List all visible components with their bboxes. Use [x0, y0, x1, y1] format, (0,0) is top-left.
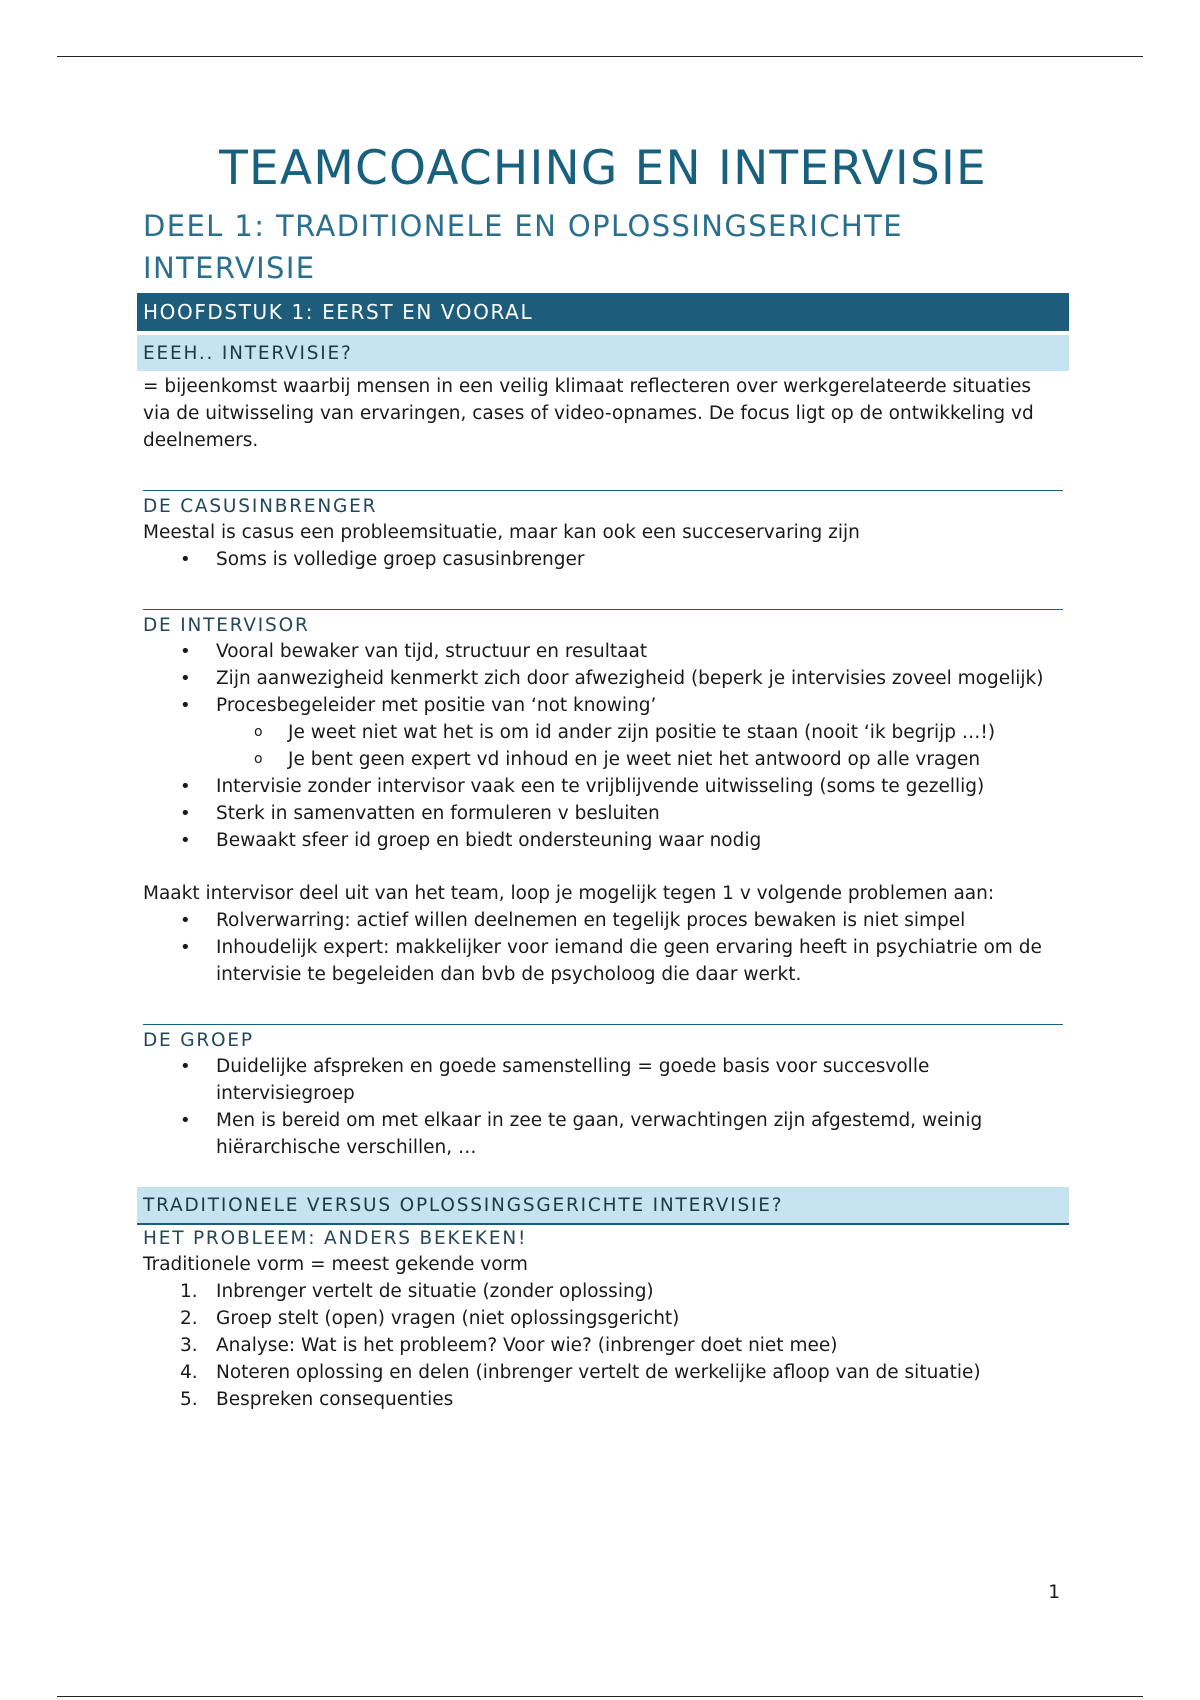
list-item: [143, 1332, 1063, 1359]
part-title: DEEL 1: TRADITIONELE EN OPLOSSINGSERICHTE INTERVISIE: [143, 208, 903, 285]
list-intervisor: [143, 638, 1063, 719]
page-number: 1: [1048, 1582, 1060, 1603]
list-item: [143, 1359, 1063, 1386]
subheading-intervisor: DE INTERVISOR: [143, 609, 1063, 638]
step-text: Groep stelt (open) vragen (niet oplossingsgericht): [216, 1307, 680, 1329]
chapter-heading: HOOFDSTUK 1: EERST EN VOORAL: [137, 293, 1069, 331]
step-number: 1.: [180, 1280, 198, 1302]
step-number: 4.: [180, 1361, 198, 1383]
sublist-intervisor: [143, 719, 1063, 773]
step-text: Noteren oplossing en delen (inbrenger vertelt de werkelijke afloop van de situatie): [216, 1361, 981, 1383]
list-item: [143, 1278, 1063, 1305]
document-content: [143, 140, 1063, 1413]
sublist-item: o Je bent geen expert vd inhoud en je weet niet het antwoord op alle vragen: [143, 746, 1063, 773]
list-item: • Vooral bewaker van tijd, structuur en resultaat: [143, 638, 1063, 665]
list-item: • Soms is volledige groep casusinbrenger: [143, 546, 1063, 573]
step-number: 2.: [180, 1307, 198, 1329]
step-text: Bespreken consequenties: [216, 1388, 454, 1410]
section-heading-intervisie: EEEH.. INTERVISIE?: [137, 335, 1069, 371]
list-item: • Duidelijke afspreken en goede samenstelling = goede basis voor succesvolle intervisiegroep: [143, 1053, 1063, 1107]
subheading-groep: DE GROEP: [143, 1024, 1063, 1053]
list-item: • Intervisie zonder intervisor vaak een te vrijblijvende uitwisseling (soms te gezellig): [143, 773, 1063, 800]
list-item: • Procesbegeleider met positie van ‘not knowing’: [143, 692, 1063, 719]
list-problems: [143, 907, 1063, 988]
subheading-probleem: HET PROBLEEM: ANDERS BEKEKEN!: [143, 1227, 528, 1249]
paragraph-traditioneel: Traditionele vorm = meest gekende vorm: [143, 1253, 528, 1275]
page-top-rule: [57, 56, 1143, 57]
paragraph-casusinbrenger: Meestal is casus een probleemsituatie, maar kan ook een succeservaring zijn: [143, 521, 860, 543]
list-groep: [143, 1053, 1063, 1161]
step-number: 3.: [180, 1334, 198, 1356]
step-number: 5.: [180, 1388, 198, 1410]
list-item: • Zijn aanwezigheid kenmerkt zich door afwezigheid (beperk je intervisies zoveel mogelijk): [143, 665, 1063, 692]
list-item: • Men is bereid om met elkaar in zee te gaan, verwachtingen zijn afgestemd, weinig hiërarchische verschillen, …: [143, 1107, 1063, 1161]
list-steps: [143, 1278, 1063, 1413]
subheading-casusinbrenger: DE CASUSINBRENGER: [143, 490, 1063, 519]
list-item: [143, 1305, 1063, 1332]
document-title: TEAMCOACHING EN INTERVISIE: [219, 141, 987, 196]
list-intervisor-continued: [143, 773, 1063, 854]
page-bottom-rule: [57, 1696, 1143, 1697]
list-casusinbrenger: [143, 546, 1063, 573]
list-item: [143, 1386, 1063, 1413]
list-item: • Rolverwarring: actief willen deelnemen en tegelijk proces bewaken is niet simpel: [143, 907, 1063, 934]
section-heading-traditioneel: TRADITIONELE VERSUS OPLOSSINGSGERICHTE INTERVISIE?: [137, 1187, 1069, 1225]
list-item: • Sterk in samenvatten en formuleren v besluiten: [143, 800, 1063, 827]
paragraph-intervisor-team: Maakt intervisor deel uit van het team, loop je mogelijk tegen 1 v volgende problemen aan:: [143, 882, 995, 904]
list-item: • Bewaakt sfeer id groep en biedt ondersteuning waar nodig: [143, 827, 1063, 854]
step-text: Inbrenger vertelt de situatie (zonder oplossing): [216, 1280, 654, 1302]
step-text: Analyse: Wat is het probleem? Voor wie? (inbrenger doet niet mee): [216, 1334, 838, 1356]
list-item: • Inhoudelijk expert: makkelijker voor iemand die geen ervaring heeft in psychiatrie om de intervisie te begeleiden dan bvb de psycholoog die daar werkt.: [143, 934, 1063, 988]
paragraph-definition: = bijeenkomst waarbij mensen in een veilig klimaat reflecteren over werkgerelateerde situaties via de uitwisseling van ervaringen, cases of video-opnames. De focus ligt op de ontwikkeling vd deelnemers.: [143, 375, 1034, 451]
sublist-item: o Je weet niet wat het is om id ander zijn positie te staan (nooit ‘ik begrijp …!): [143, 719, 1063, 746]
